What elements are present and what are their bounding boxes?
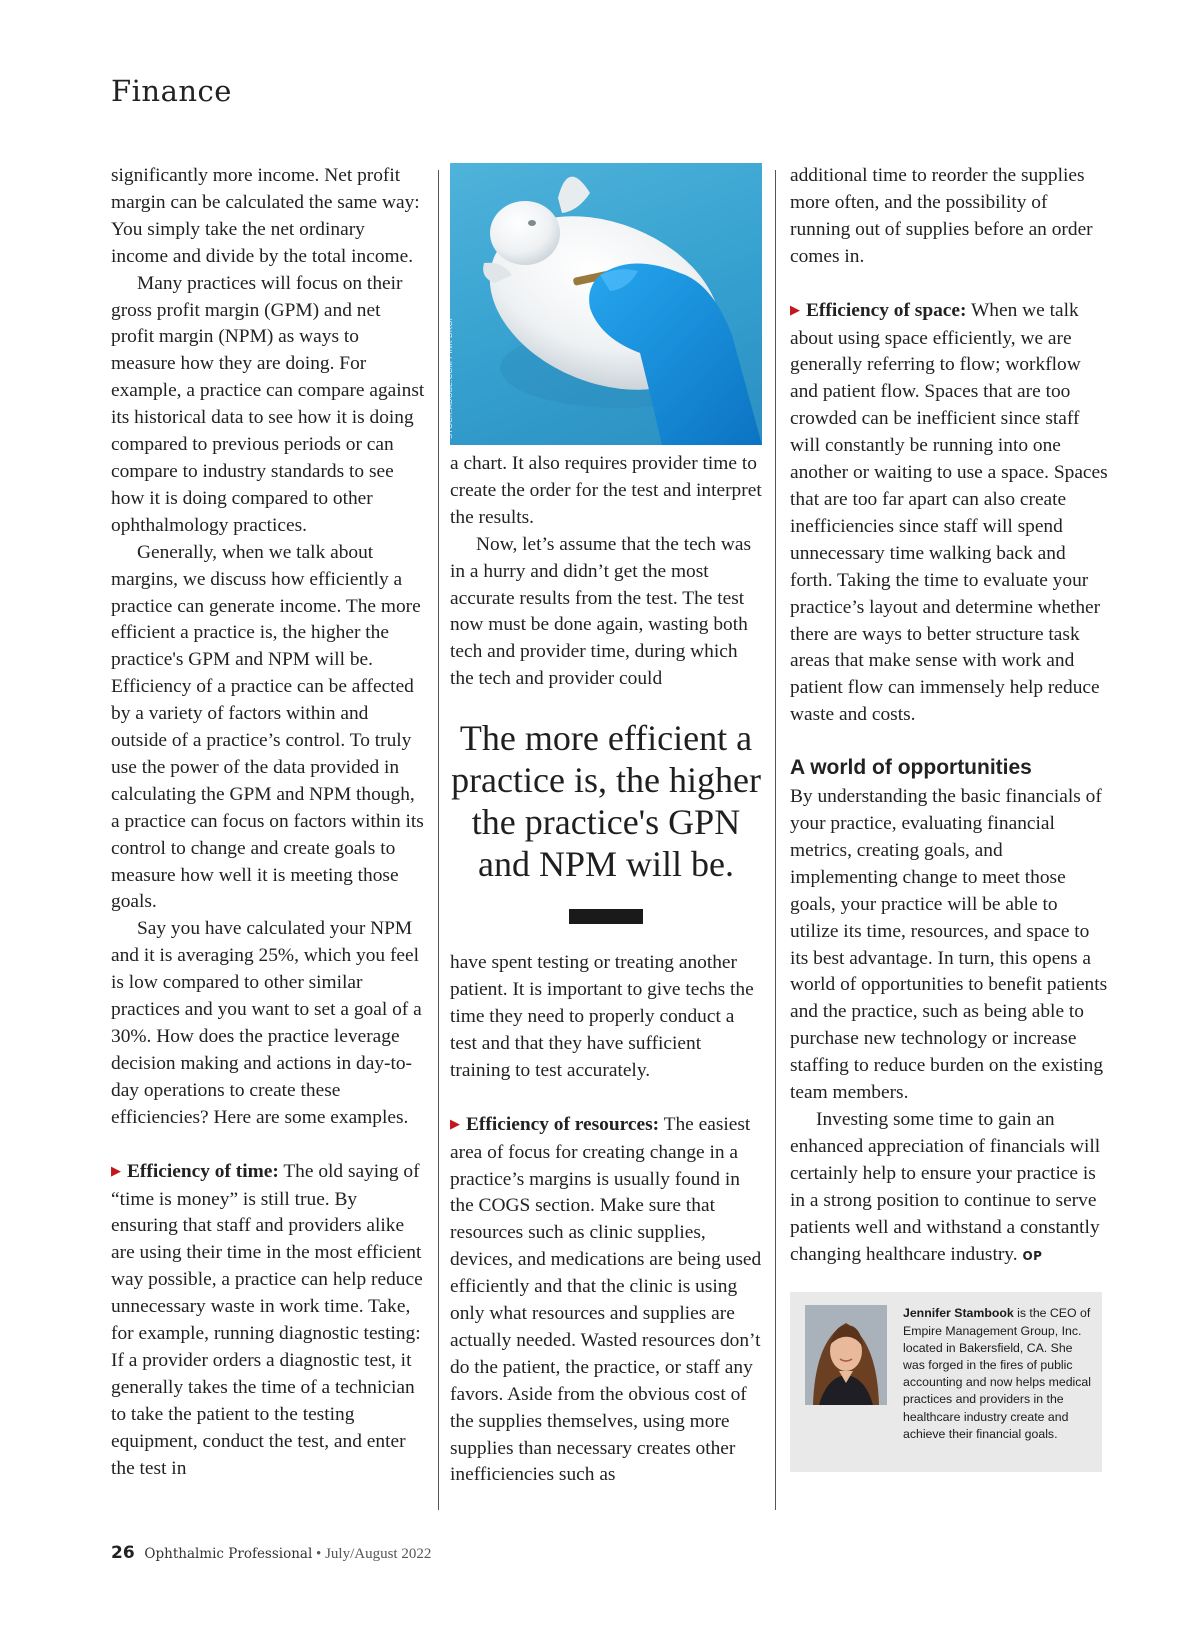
efficiency-of-resources-label: Efficiency of resources: bbox=[466, 1113, 660, 1135]
bullet-triangle-icon: ▶ bbox=[790, 301, 800, 317]
paragraph-efficiency-of-space bbox=[790, 298, 1110, 730]
paragraph: significantly more income. Net profit margin can be calculated the same way: You simply take the net ordinary income and divide by the total income. bbox=[111, 165, 420, 267]
article-column-3 bbox=[790, 163, 1110, 1472]
author-photo bbox=[805, 1305, 887, 1405]
article-column-2 bbox=[445, 163, 762, 1489]
section-title: Finance bbox=[111, 74, 232, 108]
efficiency-of-resources-text: The easiest area of focus for creating change in a practice’s margins is usually found in the COGS section. Make sure that resources such as clinic supplies, devices, and medications are being used efficiently and that the clinic is using only what resources and supplies are actually needed. Wasted resources don’t do the patient, the practice, or staff any favors. Aside from the obvious cost of the supplies themselves, using more supplies than necessary creates other inefficiencies such as bbox=[450, 1113, 762, 1486]
paragraph: By understanding the basic financials of your practice, evaluating financial metrics, creating goals, and implementing change to meet those goals, your practice will be able to utilize its time, resources, and space to its best advantage. In turn, this opens a world of opportunities to benefit patients and the practice, such as being able to purchase new technology or increase staffing to reduce burden on the existing team members. bbox=[790, 786, 1108, 1104]
author-bio-box bbox=[790, 1292, 1102, 1472]
efficiency-of-time-label: Efficiency of time: bbox=[127, 1160, 279, 1182]
author-bio-text bbox=[903, 1305, 1093, 1443]
paragraph: Say you have calculated your NPM and it is averaging 25%, which you feel is low compared to other similar practices and you want to set a goal of a 30%. How does the practice leverage decision making and actions in day-to-day operations to create these efficiencies? Here are some examples. bbox=[111, 918, 422, 1128]
pull-quote-bar bbox=[569, 909, 643, 924]
footer-separator: • bbox=[316, 1546, 322, 1562]
issue-date: July/August 2022 bbox=[325, 1546, 432, 1562]
piggy-bank-photo bbox=[445, 163, 762, 445]
efficiency-of-space-label: Efficiency of space: bbox=[806, 299, 967, 321]
photo-credit: STOCK.ADOBE.COM / INK DROP bbox=[445, 315, 455, 439]
efficiency-of-space-text: When we talk about using space efficiently, we are generally referring to flow; workflow and patient flow. Spaces that are too crowded can be inefficient since staff will constantly be running into one another or waiting to use a space. Spaces that are too far apart can also create inefficiencies since staff will spend unnecessary time walking back and forth. Taking the time to evaluate your practice’s layout and determine whether there are ways to better structure task areas that make sense with work and patient flow can immensely help reduce waste and costs. bbox=[790, 299, 1108, 726]
paragraph: a chart. It also requires provider time to create the order for the test and interpret the results. bbox=[450, 453, 762, 528]
subheading: A world of opportunities bbox=[790, 756, 1032, 780]
author-description: is the CEO of Empire Management Group, Inc. located in Bakersfield, CA. She was forged in the fires of public accounting and now helps medical practices and providers in the healthcare industry create and achieve their financial goals. bbox=[903, 1306, 1091, 1441]
paragraph: Now, let’s assume that the tech was in a hurry and didn’t get the most accurate results from the test. The test now must be done again, wasting both tech and provider time, during which the tech and provider could bbox=[450, 533, 751, 690]
end-mark: OP bbox=[1022, 1248, 1043, 1263]
article-column-1 bbox=[111, 163, 426, 1483]
author-name: Jennifer Stambook bbox=[903, 1306, 1014, 1321]
bullet-triangle-icon: ▶ bbox=[111, 1162, 121, 1178]
bullet-triangle-icon: ▶ bbox=[450, 1115, 460, 1131]
column-divider bbox=[775, 170, 776, 1510]
piggy-bank-illustration bbox=[450, 163, 762, 445]
paragraph: additional time to reorder the supplies more often, and the possibility of running out of supplies before an order comes in. bbox=[790, 165, 1093, 267]
paragraph: Many practices will focus on their gross profit margin (GPM) and net profit margin (NPM) as ways to measure how they are doing. For example, a practice can compare against its historical data to see how it is doing compared to previous periods or can compare to industry standards to see how it is doing compared to other ophthalmology practices. bbox=[111, 272, 425, 536]
paragraph-efficiency-of-resources bbox=[450, 1112, 762, 1490]
paragraph: have spent testing or treating another patient. It is important to give techs the time they need to properly conduct a test and that they have sufficient training to test accurately. bbox=[450, 952, 754, 1081]
magazine-name: Ophthalmic Professional bbox=[144, 1546, 313, 1562]
page-footer bbox=[111, 1543, 431, 1563]
efficiency-of-time-text: The old saying of “time is money” is still true. By ensuring that staff and providers alike are using their time in the most efficient way possible, a practice can help reduce unnecessary waste in work time. Take, for example, running diagnostic testing: If a provider orders a diagnostic test, it generally takes the time of a technician to take the patient to the testing equipment, conduct the test, and enter the test in bbox=[111, 1160, 423, 1479]
paragraph-closing bbox=[790, 1107, 1110, 1269]
closing-text: Investing some time to gain an enhanced appreciation of financials will certainly help to ensure your practice is in a strong position to continue to serve patients well and withstand a constantly changing healthcare industry. bbox=[790, 1109, 1101, 1265]
paragraph: Generally, when we talk about margins, we discuss how efficiently a practice can generate income. The more efficient a practice is, the higher the practice's GPM and NPM will be. Efficiency of a practice can be affected by a variety of factors within and outside of a practice’s control. To truly use the power of the data provided in calculating the GPM and NPM though, a practice can focus on factors within its control to change and create goals to measure how well it is meeting those goals. bbox=[111, 541, 424, 913]
page-number: 26 bbox=[111, 1543, 135, 1563]
paragraph-efficiency-of-time bbox=[111, 1159, 426, 1483]
pull-quote: The more efficient a practice is, the higher the practice's GPN and NPM will be. bbox=[451, 718, 761, 885]
